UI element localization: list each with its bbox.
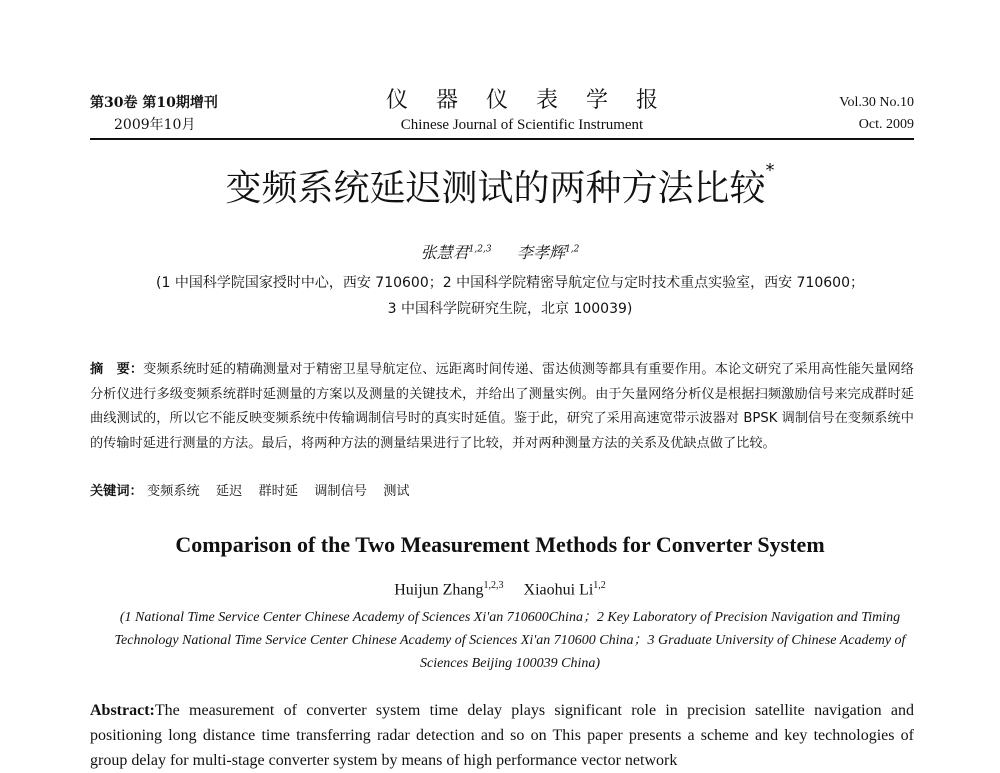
affiliation-cn-line1: (1 中国科学院国家授时中心，西安 710600；2 中国科学院精密导航定位与定时技术重点实验室，西安 710600；: [156, 275, 864, 291]
keyword-cn: 延迟: [215, 484, 243, 499]
affiliation-cn-line2: 3 中国科学院研究生院，北京 100039): [387, 301, 633, 317]
author-en-2: Xiaohui Li: [523, 581, 594, 599]
paper-title-cn: [0, 160, 1000, 211]
author-cn-1-affil: 1,2,3: [468, 244, 492, 255]
author-en-1: Huijun Zhang: [394, 581, 484, 599]
author-en-2-affil: 1,2: [593, 580, 606, 591]
abstract-en-label: Abstract:: [90, 702, 155, 719]
header-left: [90, 92, 218, 136]
date-en: Oct. 2009: [858, 117, 914, 132]
keyword-cn: 变频系统: [146, 484, 200, 499]
title-footnote-mark: *: [765, 160, 775, 181]
abstract-cn-text: 变频系统时延的精确测量对于精密卫星导航定位、远距离时间传递、雷达侦测等都具有重要作用。本论文研究了采用高性能矢量网络分析仪进行多级变频系统群时延测量的方案以及测量的关键技术，并给出了测量实例。由于矢量网络分析仪是根据扫频激励信号来完成群时延曲线测试的，所以它不能反映变频系统中传输调制信号时的真实时延值。鉴于此，研究了采用高速宽带示波器对 BPSK 调制信号在变频系统中的传输时延进行测量的方法。最后，将两种方法的测量结果进行了比较，并对两种测量方法的关系及优缺点做了比较。: [90, 362, 914, 451]
journal-name-cn: 仪器仪表学报: [385, 88, 686, 113]
authors-cn: [0, 240, 1000, 263]
author-cn-1: 张慧君: [420, 243, 469, 262]
author-en-1-affil: 1,2,3: [483, 580, 504, 591]
header-rule: [90, 138, 914, 140]
affiliation-en: (1 National Time Service Center Chinese Academy of Sciences Xi'an 710600China；2 Key Laboratory of Precision Navigation and Timing Technology National Time Service Center Chinese Academy of Sciences Xi'an 710600 China；3 Graduate University of Chinese Academy of Sciences Beijing 100039 China): [114, 610, 906, 671]
affiliation-cn: [110, 270, 910, 322]
title-cn-text: 变频系统延迟测试的两种方法比较: [225, 168, 766, 209]
date-cn: 2009年10月: [114, 117, 196, 133]
volume-cn: 第30卷 第10期增刊: [90, 95, 218, 111]
abstract-cn: [90, 358, 914, 456]
keyword-cn: 测试: [383, 484, 410, 499]
author-cn-2-affil: 1,2: [565, 244, 580, 255]
keyword-cn: 群时延: [258, 484, 299, 499]
abstract-en-text: The measurement of converter system time delay plays significant role in precision satellite navigation and positioning long distance time transferring radar detection and so on This paper presents a scheme and key technologies of group delay for multi-stage converter system by means of high performance vector network: [90, 702, 914, 769]
keyword-cn: 调制信号: [314, 484, 367, 499]
keywords-cn-label: 关键词：: [90, 484, 143, 499]
header-right: [839, 92, 914, 136]
abstract-cn-label: 摘 要：: [90, 362, 144, 377]
header-center: [362, 88, 686, 136]
authors-en: [0, 580, 1000, 599]
volume-en: Vol.30 No.10: [839, 95, 914, 110]
paper-title-en: Comparison of the Two Measurement Methods for Converter System: [175, 532, 825, 557]
author-cn-2: 李孝辉: [517, 243, 566, 262]
abstract-en: [90, 698, 914, 773]
journal-name-en: Chinese Journal of Scientific Instrument: [400, 117, 644, 133]
keywords-cn: [90, 480, 422, 499]
